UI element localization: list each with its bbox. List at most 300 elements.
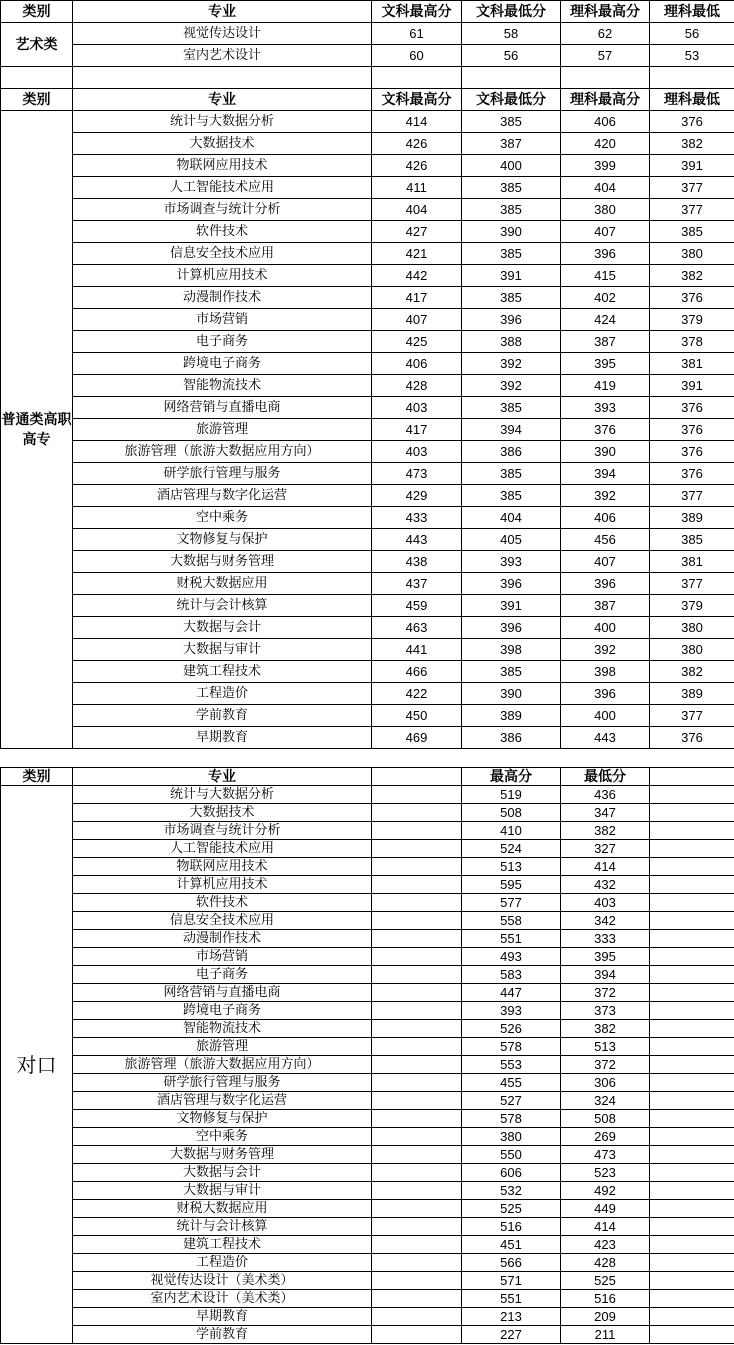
major-cell: 学前教育 — [73, 1326, 372, 1344]
empty-cell — [650, 966, 734, 984]
score-cell: 424 — [561, 309, 650, 331]
major-cell: 空中乘务 — [73, 507, 372, 529]
score-cell: 463 — [372, 617, 462, 639]
score-cell: 524 — [462, 840, 561, 858]
score-cell: 61 — [372, 23, 462, 45]
score-cell: 469 — [372, 727, 462, 749]
table-row — [1, 786, 734, 804]
score-cell: 422 — [372, 683, 462, 705]
score-cell: 376 — [650, 727, 734, 749]
score-cell: 380 — [650, 617, 734, 639]
score-cell: 508 — [462, 804, 561, 822]
score-cell: 398 — [561, 661, 650, 683]
score-cell: 456 — [561, 529, 650, 551]
major-cell: 智能物流技术 — [73, 1020, 372, 1038]
score-cell: 396 — [462, 309, 561, 331]
column-header: 专业 — [73, 768, 372, 786]
score-cell: 377 — [650, 705, 734, 727]
score-cell: 60 — [372, 45, 462, 67]
score-cell: 388 — [462, 331, 561, 353]
score-cell: 327 — [561, 840, 650, 858]
table-row — [1, 1218, 734, 1236]
category-cell: 艺术类 — [1, 23, 73, 67]
major-cell: 财税大数据应用 — [73, 1200, 372, 1218]
empty-cell — [650, 1272, 734, 1290]
empty-cell — [650, 1164, 734, 1182]
table-row — [1, 1074, 734, 1092]
score-cell: 400 — [561, 705, 650, 727]
score-cell: 449 — [561, 1200, 650, 1218]
column-header — [650, 768, 734, 786]
score-cell: 438 — [372, 551, 462, 573]
table-row — [1, 45, 734, 67]
empty-cell — [650, 1020, 734, 1038]
score-cell: 558 — [462, 912, 561, 930]
table-row — [1, 1272, 734, 1290]
column-header: 类别 — [1, 768, 73, 786]
score-cell: 379 — [650, 309, 734, 331]
column-header: 文科最高分 — [372, 89, 462, 111]
header-row — [1, 768, 734, 786]
major-cell: 酒店管理与数字化运营 — [73, 1092, 372, 1110]
table-row — [1, 265, 734, 287]
table-row — [1, 1236, 734, 1254]
table-row — [1, 858, 734, 876]
table-row — [1, 1200, 734, 1218]
table-row — [1, 1056, 734, 1074]
major-cell: 智能物流技术 — [73, 375, 372, 397]
score-cell: 406 — [372, 353, 462, 375]
empty-cell — [650, 1038, 734, 1056]
empty-cell — [372, 1128, 462, 1146]
score-cell: 385 — [650, 221, 734, 243]
major-cell: 统计与大数据分析 — [73, 786, 372, 804]
score-cell: 578 — [462, 1038, 561, 1056]
table-row — [1, 397, 734, 419]
major-cell: 视觉传达设计（美术类） — [73, 1272, 372, 1290]
empty-cell — [650, 1002, 734, 1020]
empty-cell — [650, 1182, 734, 1200]
major-cell: 电子商务 — [73, 331, 372, 353]
score-cell: 389 — [650, 683, 734, 705]
table-row — [1, 727, 734, 749]
major-cell: 网络营销与直播电商 — [73, 984, 372, 1002]
score-cell: 56 — [462, 45, 561, 67]
table-row — [1, 199, 734, 221]
table-row — [1, 507, 734, 529]
score-cell: 62 — [561, 23, 650, 45]
empty-cell — [650, 894, 734, 912]
table-row — [1, 683, 734, 705]
score-cell: 519 — [462, 786, 561, 804]
empty-cell — [372, 1254, 462, 1272]
major-cell: 建筑工程技术 — [73, 1236, 372, 1254]
score-cell: 382 — [650, 265, 734, 287]
empty-cell — [650, 1254, 734, 1272]
score-cell: 380 — [462, 1128, 561, 1146]
score-cell: 523 — [561, 1164, 650, 1182]
score-cell: 377 — [650, 485, 734, 507]
empty-cell — [650, 1326, 734, 1344]
empty-cell — [650, 840, 734, 858]
score-cell: 385 — [462, 243, 561, 265]
category-cell: 对口 — [1, 786, 73, 1344]
score-cell: 432 — [561, 876, 650, 894]
score-cell: 393 — [462, 551, 561, 573]
table-row — [1, 573, 734, 595]
score-cell: 377 — [650, 199, 734, 221]
score-cell: 386 — [462, 441, 561, 463]
major-cell: 大数据与财务管理 — [73, 551, 372, 573]
empty-cell — [650, 1200, 734, 1218]
empty-cell — [372, 1146, 462, 1164]
major-cell: 早期教育 — [73, 727, 372, 749]
table-row — [1, 331, 734, 353]
score-cell: 595 — [462, 876, 561, 894]
score-cell: 376 — [650, 463, 734, 485]
major-cell: 研学旅行管理与服务 — [73, 1074, 372, 1092]
column-header: 文科最高分 — [372, 1, 462, 23]
score-cell: 376 — [650, 111, 734, 133]
table-row — [1, 1164, 734, 1182]
score-cell: 428 — [561, 1254, 650, 1272]
empty-cell — [372, 1272, 462, 1290]
score-cell: 390 — [462, 683, 561, 705]
score-cell: 436 — [561, 786, 650, 804]
score-cell: 392 — [462, 353, 561, 375]
score-cell: 414 — [372, 111, 462, 133]
score-cell: 443 — [372, 529, 462, 551]
major-cell: 人工智能技术应用 — [73, 177, 372, 199]
table-row — [1, 1020, 734, 1038]
major-cell: 大数据与审计 — [73, 639, 372, 661]
score-cell: 403 — [561, 894, 650, 912]
column-header: 专业 — [73, 1, 372, 23]
major-cell: 人工智能技术应用 — [73, 840, 372, 858]
score-cell: 473 — [372, 463, 462, 485]
score-cell: 389 — [650, 507, 734, 529]
blank-row — [1, 67, 734, 89]
score-cell: 269 — [561, 1128, 650, 1146]
score-cell: 420 — [561, 133, 650, 155]
table-row — [1, 221, 734, 243]
empty-cell — [372, 1236, 462, 1254]
score-cell: 451 — [462, 1236, 561, 1254]
header-row — [1, 1, 734, 23]
empty-cell — [372, 1110, 462, 1128]
score-cell: 376 — [650, 441, 734, 463]
major-cell: 统计与大数据分析 — [73, 111, 372, 133]
score-cell: 380 — [650, 243, 734, 265]
score-cell: 466 — [372, 661, 462, 683]
score-cell: 398 — [462, 639, 561, 661]
column-header: 理科最低 — [650, 89, 734, 111]
empty-cell — [650, 804, 734, 822]
empty-cell — [650, 1074, 734, 1092]
column-header: 理科最高分 — [561, 1, 650, 23]
table-row — [1, 822, 734, 840]
category-cell: 普通类高职高专 — [1, 111, 73, 749]
score-cell: 553 — [462, 1056, 561, 1074]
table-row — [1, 177, 734, 199]
score-cell: 551 — [462, 1290, 561, 1308]
table-row — [1, 551, 734, 573]
table-row — [1, 463, 734, 485]
empty-cell — [372, 966, 462, 984]
table-row — [1, 1254, 734, 1272]
score-cell: 373 — [561, 1002, 650, 1020]
major-cell: 财税大数据应用 — [73, 573, 372, 595]
empty-cell — [650, 948, 734, 966]
major-cell: 室内艺术设计 — [73, 45, 372, 67]
score-cell: 372 — [561, 984, 650, 1002]
duikou-score-table — [0, 767, 734, 1344]
score-cell: 550 — [462, 1146, 561, 1164]
score-cell: 450 — [372, 705, 462, 727]
score-cell: 392 — [561, 485, 650, 507]
major-cell: 计算机应用技术 — [73, 876, 372, 894]
score-cell: 429 — [372, 485, 462, 507]
score-cell: 583 — [462, 966, 561, 984]
score-cell: 387 — [561, 331, 650, 353]
score-cell: 209 — [561, 1308, 650, 1326]
empty-cell — [650, 858, 734, 876]
table-row — [1, 375, 734, 397]
column-header: 最高分 — [462, 768, 561, 786]
empty-cell — [650, 822, 734, 840]
major-cell: 工程造价 — [73, 683, 372, 705]
score-cell: 426 — [372, 133, 462, 155]
table-row — [1, 111, 734, 133]
empty-cell — [372, 912, 462, 930]
score-cell: 411 — [372, 177, 462, 199]
major-cell: 跨境电子商务 — [73, 1002, 372, 1020]
score-cell: 492 — [561, 1182, 650, 1200]
score-cell: 428 — [372, 375, 462, 397]
score-cell: 516 — [561, 1290, 650, 1308]
table-row — [1, 485, 734, 507]
score-cell: 516 — [462, 1218, 561, 1236]
table-row — [1, 804, 734, 822]
score-cell: 390 — [561, 441, 650, 463]
empty-cell — [372, 948, 462, 966]
score-cell: 347 — [561, 804, 650, 822]
score-cell: 566 — [462, 1254, 561, 1272]
empty-cell — [372, 930, 462, 948]
empty-cell — [372, 894, 462, 912]
major-cell: 早期教育 — [73, 1308, 372, 1326]
empty-cell — [650, 1146, 734, 1164]
empty-cell — [372, 804, 462, 822]
column-header — [372, 768, 462, 786]
score-cell: 405 — [462, 529, 561, 551]
score-cell: 403 — [372, 397, 462, 419]
score-cell: 525 — [561, 1272, 650, 1290]
score-cell: 385 — [462, 463, 561, 485]
major-cell: 网络营销与直播电商 — [73, 397, 372, 419]
score-cell: 53 — [650, 45, 734, 67]
header-row — [1, 89, 734, 111]
score-cell: 385 — [462, 111, 561, 133]
score-cell: 527 — [462, 1092, 561, 1110]
table-row — [1, 419, 734, 441]
major-cell: 大数据与财务管理 — [73, 1146, 372, 1164]
major-cell: 酒店管理与数字化运营 — [73, 485, 372, 507]
score-cell: 417 — [372, 419, 462, 441]
table-row — [1, 661, 734, 683]
score-cell: 385 — [650, 529, 734, 551]
empty-cell — [650, 1110, 734, 1128]
score-cell: 455 — [462, 1074, 561, 1092]
major-cell: 电子商务 — [73, 966, 372, 984]
score-cell: 395 — [561, 353, 650, 375]
table-row — [1, 287, 734, 309]
score-cell: 391 — [650, 155, 734, 177]
score-cell: 407 — [561, 551, 650, 573]
score-cell: 442 — [372, 265, 462, 287]
table-row — [1, 966, 734, 984]
score-cell: 402 — [561, 287, 650, 309]
major-cell: 信息安全技术应用 — [73, 243, 372, 265]
score-cell: 415 — [561, 265, 650, 287]
table-row — [1, 930, 734, 948]
empty-cell — [650, 1092, 734, 1110]
score-cell: 58 — [462, 23, 561, 45]
empty-cell — [372, 786, 462, 804]
empty-cell — [650, 1056, 734, 1074]
score-cell: 396 — [462, 573, 561, 595]
empty-cell — [650, 930, 734, 948]
empty-cell — [372, 1308, 462, 1326]
column-header: 最低分 — [561, 768, 650, 786]
major-cell: 工程造价 — [73, 1254, 372, 1272]
score-cell: 377 — [650, 177, 734, 199]
score-cell: 433 — [372, 507, 462, 529]
score-cell: 389 — [462, 705, 561, 727]
score-cell: 379 — [650, 595, 734, 617]
score-cell: 423 — [561, 1236, 650, 1254]
score-cell: 385 — [462, 199, 561, 221]
empty-cell — [372, 1218, 462, 1236]
major-cell: 室内艺术设计（美术类） — [73, 1290, 372, 1308]
score-cell: 406 — [561, 111, 650, 133]
major-cell: 市场调查与统计分析 — [73, 199, 372, 221]
major-cell: 大数据与会计 — [73, 1164, 372, 1182]
empty-cell — [372, 1200, 462, 1218]
score-cell: 396 — [561, 683, 650, 705]
score-cell: 526 — [462, 1020, 561, 1038]
score-cell: 421 — [372, 243, 462, 265]
score-cell: 406 — [561, 507, 650, 529]
score-cell: 403 — [372, 441, 462, 463]
score-cell: 441 — [372, 639, 462, 661]
major-cell: 统计与会计核算 — [73, 1218, 372, 1236]
empty-cell — [372, 840, 462, 858]
table-row — [1, 639, 734, 661]
major-cell: 动漫制作技术 — [73, 930, 372, 948]
score-cell: 390 — [462, 221, 561, 243]
empty-cell — [372, 1164, 462, 1182]
score-cell: 306 — [561, 1074, 650, 1092]
score-cell: 380 — [650, 639, 734, 661]
score-cell: 381 — [650, 551, 734, 573]
major-cell: 统计与会计核算 — [73, 595, 372, 617]
score-cell: 532 — [462, 1182, 561, 1200]
table-row — [1, 1326, 734, 1344]
empty-cell — [650, 912, 734, 930]
empty-cell — [650, 876, 734, 894]
empty-cell — [650, 786, 734, 804]
score-cell: 407 — [561, 221, 650, 243]
table-row — [1, 1146, 734, 1164]
score-cell: 393 — [462, 1002, 561, 1020]
score-cell: 391 — [462, 265, 561, 287]
score-cell: 459 — [372, 595, 462, 617]
major-cell: 旅游管理 — [73, 419, 372, 441]
score-cell: 342 — [561, 912, 650, 930]
major-cell: 旅游管理（旅游大数据应用方向） — [73, 441, 372, 463]
empty-cell — [1, 67, 73, 89]
score-cell: 394 — [561, 463, 650, 485]
table-row — [1, 23, 734, 45]
major-cell: 动漫制作技术 — [73, 287, 372, 309]
major-cell: 文物修复与保护 — [73, 529, 372, 551]
score-cell: 392 — [462, 375, 561, 397]
score-cell: 414 — [561, 858, 650, 876]
major-cell: 计算机应用技术 — [73, 265, 372, 287]
empty-cell — [372, 876, 462, 894]
table-row — [1, 155, 734, 177]
score-cell: 381 — [650, 353, 734, 375]
major-cell: 物联网应用技术 — [73, 155, 372, 177]
table-row — [1, 948, 734, 966]
score-cell: 391 — [650, 375, 734, 397]
score-cell: 382 — [561, 822, 650, 840]
score-cell: 395 — [561, 948, 650, 966]
empty-cell — [372, 822, 462, 840]
table-row — [1, 595, 734, 617]
score-cell: 577 — [462, 894, 561, 912]
table-row — [1, 840, 734, 858]
score-cell: 426 — [372, 155, 462, 177]
score-cell: 578 — [462, 1110, 561, 1128]
empty-cell — [650, 1290, 734, 1308]
table-row — [1, 1182, 734, 1200]
table-row — [1, 353, 734, 375]
major-cell: 市场营销 — [73, 309, 372, 331]
score-cell: 376 — [650, 419, 734, 441]
score-cell: 493 — [462, 948, 561, 966]
major-cell: 大数据技术 — [73, 133, 372, 155]
table-row — [1, 894, 734, 912]
score-cell: 376 — [650, 397, 734, 419]
score-cell: 437 — [372, 573, 462, 595]
empty-cell — [372, 1326, 462, 1344]
table-row — [1, 1128, 734, 1146]
table-row — [1, 912, 734, 930]
empty-cell — [650, 1308, 734, 1326]
score-cell: 211 — [561, 1326, 650, 1344]
empty-cell — [372, 984, 462, 1002]
table-row — [1, 243, 734, 265]
score-cell: 396 — [561, 243, 650, 265]
empty-cell — [462, 67, 561, 89]
score-cell: 400 — [462, 155, 561, 177]
table-row — [1, 529, 734, 551]
major-cell: 市场营销 — [73, 948, 372, 966]
score-cell: 227 — [462, 1326, 561, 1344]
empty-cell — [561, 67, 650, 89]
